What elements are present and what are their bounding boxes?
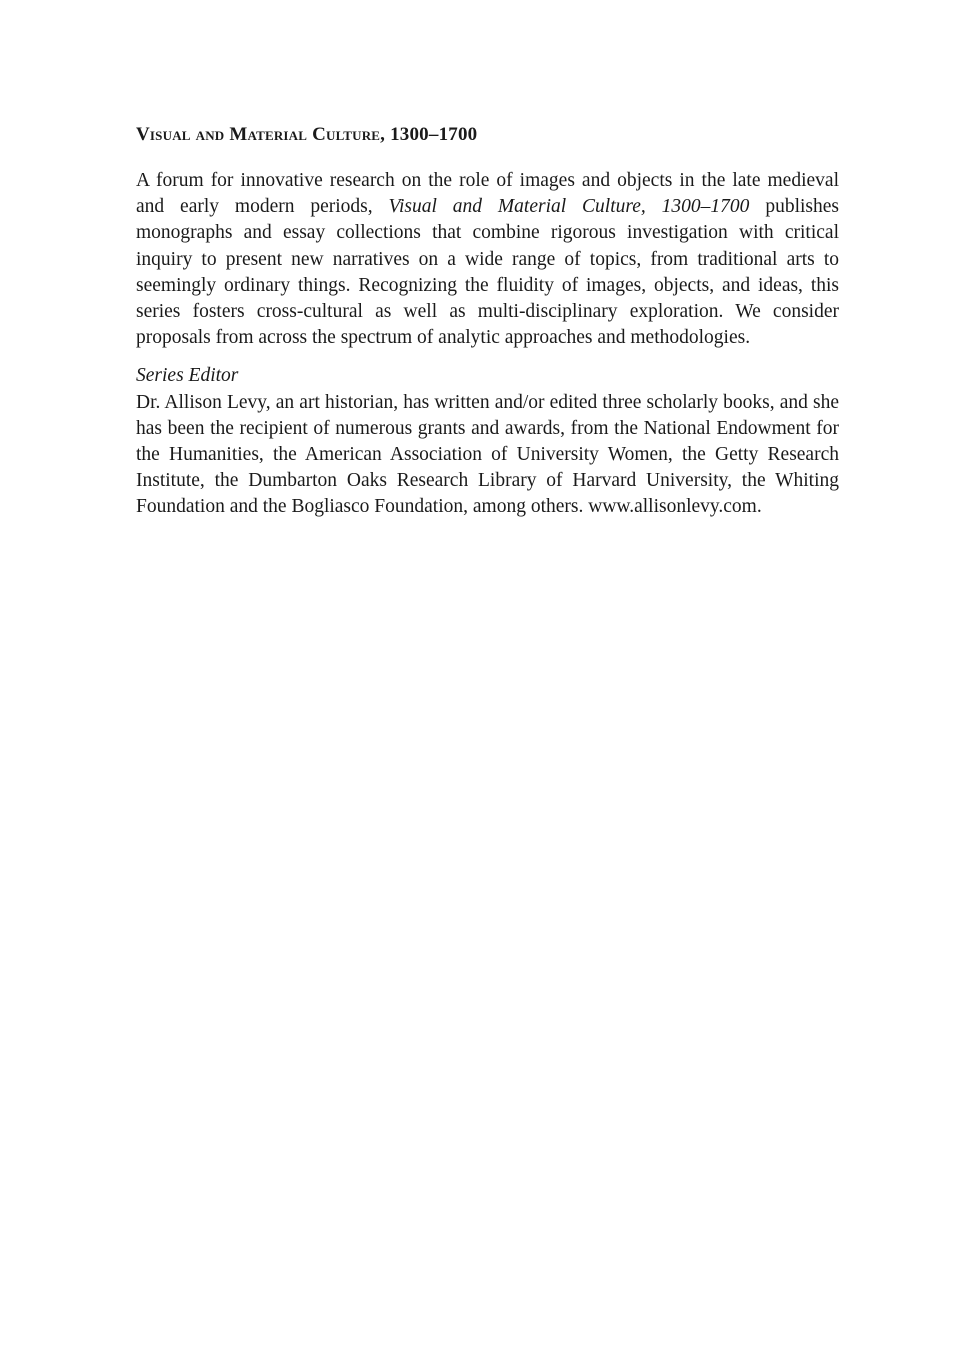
page-content <box>136 124 839 521</box>
description-text-post: publishes monographs and essay collections that combine rigorous investigation with critical inquiry to present new narratives on a wide range of topics, from traditional arts to seemingly ordinary things. Recognizing the fluidity of images, objects, and ideas, this series fosters cross-cultural as well as multi-disciplinary exploration. We consider proposals from across the spectrum of analytic approaches and methodologies. <box>136 196 839 349</box>
description-series-name: Visual and Material Culture, 1300–1700 <box>388 196 750 218</box>
series-title: Visual and Material Culture, 1300–1700 <box>136 124 478 145</box>
series-editor-bio: Dr. Allison Levy, an art historian, has written and/or edited three scholarly books, and she has been the recipient of numerous grants and awards, from the National Endowment for the Humanities, the American Association of University Women, the Getty Research Institute, the Dumbarton Oaks Research Library of Harvard University, the Whiting Foundation and the Bogliasco Foundation, among others. www.allisonlevy.com. <box>136 391 839 518</box>
series-description <box>136 168 839 351</box>
description-text-pre: A forum for innovative research on the role of images and objects in the late medieval and early modern periods, <box>136 170 839 218</box>
series-editor-heading: Series Editor <box>136 365 239 387</box>
